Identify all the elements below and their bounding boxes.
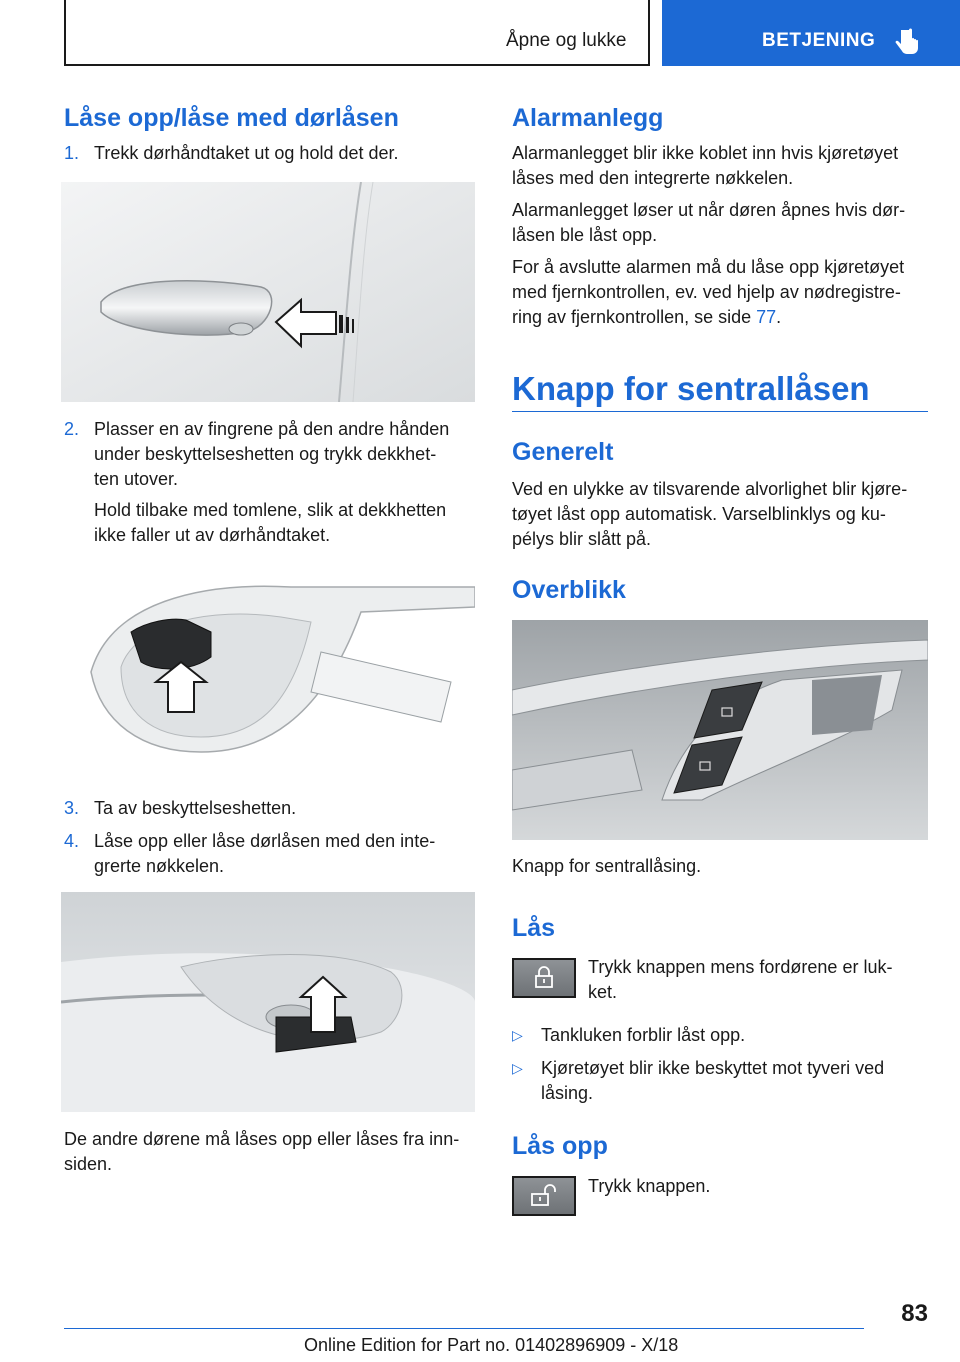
header-chapter-label: BETJENING <box>762 30 876 51</box>
step-number: 3. <box>64 798 80 818</box>
subsection-title-lock: Lås <box>512 914 556 942</box>
subsection-title-overview: Overblikk <box>512 576 626 604</box>
alarm-text-line: For å avslutte alarmen må du låse opp kjøretøyet <box>512 257 905 277</box>
title-underline <box>512 411 928 412</box>
step-text-line: grerte nøkkelen. <box>94 856 225 876</box>
step-text: Trekk dørhåndtaket ut og hold det der. <box>94 143 399 163</box>
general-text-line: Ved en ulykke av tilsvarende alvorlighet blir kjøre- <box>512 479 908 499</box>
lock-bullet-text: Tankluken forblir låst opp. <box>541 1025 746 1045</box>
subsection-title-general: Generelt <box>512 438 614 466</box>
closing-text-line: siden. <box>64 1154 113 1174</box>
step-text-line: Låse opp eller låse dørlåsen med den inte- <box>94 831 436 851</box>
lock-icon <box>514 960 574 996</box>
page-number: 83 <box>901 1300 928 1327</box>
section-title-door-lock: Låse opp/låse med dørlåsen <box>64 104 399 132</box>
door-handle-photo <box>61 182 475 402</box>
closing-text-line: De andre dørene må låses opp eller låses fra inn- <box>64 1129 460 1149</box>
step-text: Ta av beskyttelseshetten. <box>94 798 297 818</box>
step-text-line: under beskyttelseshetten og trykk dekkhet- <box>94 444 437 464</box>
step-number: 2. <box>64 419 80 439</box>
alarm-text-line: Alarmanlegget løser ut når døren åpnes hvis dør- <box>512 200 906 220</box>
cover-cap-photo <box>61 562 475 782</box>
alarm-text-period: . <box>776 307 782 327</box>
unlock-button-image <box>512 1176 576 1216</box>
lock-bullet-text: låsing. <box>541 1083 594 1103</box>
bullet-triangle-icon: ▷ <box>512 1060 523 1076</box>
alarm-text-line <box>512 305 781 330</box>
section-title-central-lock: Knapp for sentrallåsen <box>512 370 870 407</box>
alarm-text-last: ring av fjernkontrollen, se side <box>512 307 757 327</box>
alarm-text-line: Alarmanlegget blir ikke koblet inn hvis kjøretøyet <box>512 143 899 163</box>
general-text-line: pélys blir slått på. <box>512 529 652 549</box>
step-number: 1. <box>64 143 80 163</box>
central-lock-buttons-photo <box>512 620 928 840</box>
unlock-icon <box>514 1178 574 1214</box>
alarm-text-line: låses med den integrerte nøkkelen. <box>512 168 794 188</box>
unlock-text: Trykk knappen. <box>588 1176 711 1196</box>
step-number: 4. <box>64 831 80 851</box>
lock-text-line: ket. <box>588 982 618 1002</box>
step-text-line: ten utover. <box>94 469 179 489</box>
lock-text-line: Trykk knappen mens fordørene er luk- <box>588 957 893 977</box>
footer-edition: Online Edition for Part no. 01402896909 - X/18 <box>304 1335 679 1355</box>
key-lock-photo <box>61 892 475 1112</box>
section-title-alarm: Alarmanlegg <box>512 104 664 132</box>
page-ref-link[interactable]: 77 <box>756 307 777 327</box>
overview-caption: Knapp for sentrallåsing. <box>512 856 702 876</box>
lock-button-image <box>512 958 576 998</box>
step-note-line: Hold tilbake med tomlene, slik at dekkhetten <box>94 500 447 520</box>
alarm-text-line: med fjernkontrollen, ev. ved hjelp av nødregistre- <box>512 282 901 302</box>
step-text-line: Plasser en av fingrene på den andre hånden <box>94 419 450 439</box>
alarm-text-line: låsen ble låst opp. <box>512 225 658 245</box>
bullet-triangle-icon: ▷ <box>512 1027 523 1043</box>
subsection-title-unlock: Lås opp <box>512 1132 608 1160</box>
header-section-title: Åpne og lukke <box>506 30 627 51</box>
footer-rule <box>64 1328 864 1329</box>
lock-bullet-text: Kjøretøyet blir ikke beskyttet mot tyveri ved <box>541 1058 885 1078</box>
general-text-line: tøyet låst opp automatisk. Varselblinklys og ku- <box>512 504 886 524</box>
step-note-line: ikke faller ut av dørhåndtaket. <box>94 525 331 545</box>
hand-pointer-icon <box>893 26 923 56</box>
